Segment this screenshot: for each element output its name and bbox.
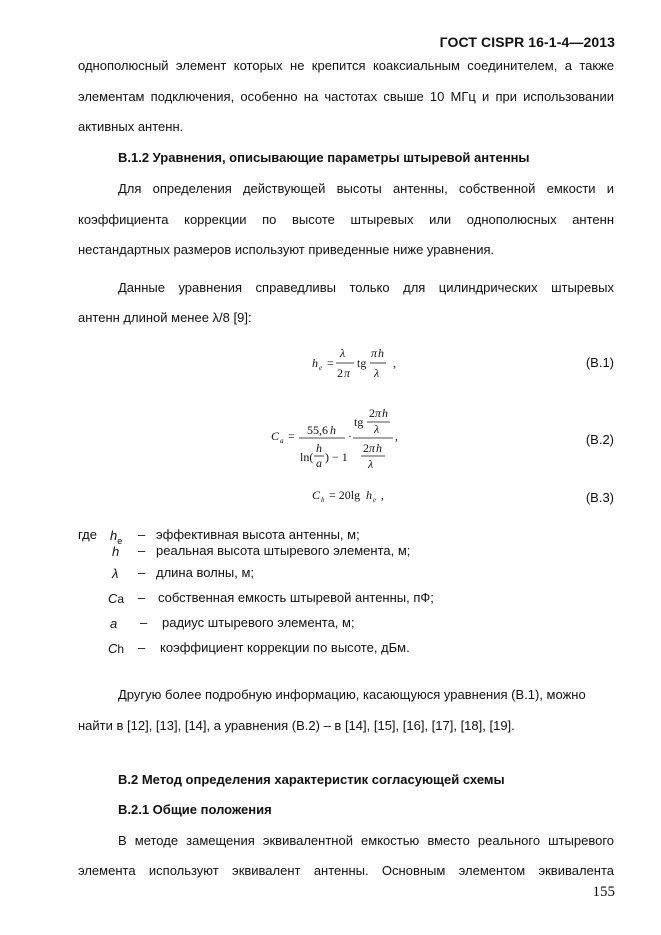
legend-dash: –: [138, 543, 146, 558]
intro-line-3: активных антенн.: [78, 119, 184, 134]
svg-text:π: π: [371, 346, 378, 360]
svg-text:e: e: [319, 364, 323, 372]
paragraph-line: антенн длиной менее λ/8 [9]:: [78, 310, 252, 325]
legend-dash: –: [138, 527, 146, 542]
section-heading-b2: В.2 Метод определения характеристик согласующей схемы: [118, 772, 505, 787]
svg-text:λ: λ: [340, 346, 346, 360]
svg-text:h: h: [378, 346, 384, 360]
svg-text:h: h: [366, 488, 372, 502]
svg-text:tg: tg: [354, 415, 364, 429]
legend-description: реальная высота штыревого элемента, м;: [156, 543, 411, 558]
intro-line-2: элементам подключения, особенно на частотах свыше 10 МГц и при использовании: [78, 89, 614, 104]
svg-text:=: =: [327, 356, 334, 370]
legend-description: длина волны, м;: [156, 565, 255, 580]
legend-symbol: a: [110, 616, 118, 631]
svg-text:π: π: [369, 441, 376, 455]
svg-text:λ: λ: [374, 366, 380, 380]
svg-text:h: h: [382, 406, 388, 420]
legend-description: радиус штыревого элемента, м;: [162, 615, 355, 630]
svg-text:C: C: [271, 429, 280, 443]
equation-b1: [312, 346, 396, 380]
document-header: ГОСТ CISPR 16-1-4—2013: [439, 34, 615, 50]
paragraph-line: Для определения действующей высоты антенны, собственной емкости и: [118, 181, 614, 196]
svg-text:,: ,: [381, 488, 384, 502]
legend-symbol: $h_e$: [110, 528, 123, 547]
legend-symbol: Ca: [108, 591, 125, 606]
svg-text:) − 1: ) − 1: [325, 450, 348, 464]
svg-text:tg: tg: [357, 356, 367, 370]
equation-number-b2: (В.2): [585, 432, 614, 447]
page-number: 155: [592, 884, 615, 900]
svg-text:λ: λ: [374, 422, 380, 436]
svg-text:h: h: [316, 441, 322, 455]
paragraph-line: В методе замещения эквивалентной емкостью вместо реального штыревого: [118, 833, 614, 848]
svg-text:a: a: [280, 437, 284, 445]
svg-text:2: 2: [369, 406, 375, 420]
legend-symbol: Ch: [108, 641, 125, 656]
svg-text:h: h: [312, 356, 318, 370]
svg-text:e: e: [373, 496, 377, 504]
svg-text:ln(: ln(: [300, 450, 314, 464]
intro-line-1: однополюсный элемент которых не крепится коаксиальным соединителем, а также: [78, 58, 614, 73]
svg-text:55,6: 55,6: [307, 423, 328, 437]
paragraph-line: элемента используют эквивалент антенны. Основным элементом эквивалента: [78, 863, 614, 878]
svg-text:π: π: [375, 406, 382, 420]
svg-text:π: π: [344, 366, 351, 380]
svg-text:,: ,: [393, 356, 396, 370]
paragraph-line: нестандартных размеров используют приведенные ниже уравнения.: [78, 242, 495, 257]
svg-text:a: a: [316, 456, 322, 470]
svg-text:C: C: [312, 488, 321, 502]
paragraph-line: Другую более подробную информацию, касающуюся уравнения (В.1), можно: [118, 687, 586, 702]
legend-symbol: h: [112, 544, 120, 559]
svg-text:λ: λ: [368, 457, 374, 471]
paragraph-line: найти в [12], [13], [14], а уравнения (В.2) – в [14], [15], [16], [17], [18], [19].: [78, 718, 515, 733]
paragraph-line: коэффициента коррекции по высоте штыревых или однополюсных антенн: [78, 212, 614, 227]
svg-text:2: 2: [337, 366, 343, 380]
section-heading-b12: В.1.2 Уравнения, описывающие параметры штыревой антенны: [118, 150, 530, 165]
svg-text:·: ·: [348, 429, 352, 443]
svg-text:,: ,: [395, 429, 398, 443]
equation-b2: [271, 406, 398, 471]
section-heading-b21: В.2.1 Общие положения: [118, 802, 272, 817]
svg-text:= 20lg: = 20lg: [329, 488, 361, 502]
svg-text:h: h: [321, 496, 325, 504]
legend-symbol: λ: [112, 566, 119, 581]
legend-description: эффективная высота антенны, м;: [156, 527, 360, 542]
legend-dash: –: [140, 615, 148, 630]
equation-number-b3: (В.3): [585, 490, 614, 505]
legend-dash: –: [138, 590, 146, 605]
paragraph-line: Данные уравнения справедливы только для цилиндрических штыревых: [118, 280, 614, 295]
svg-text:h: h: [376, 441, 382, 455]
legend-dash: –: [138, 565, 146, 580]
equation-b3: [312, 488, 384, 504]
where-label: где: [78, 527, 97, 542]
legend-dash: –: [138, 640, 146, 655]
legend-description: коэффициент коррекции по высоте, дБм.: [160, 640, 410, 655]
svg-text:2: 2: [363, 441, 369, 455]
svg-text:=: =: [288, 429, 295, 443]
equation-number-b1: (В.1): [585, 355, 614, 370]
svg-text:h: h: [330, 423, 336, 437]
legend-description: собственная емкость штыревой антенны, пФ;: [158, 590, 434, 605]
